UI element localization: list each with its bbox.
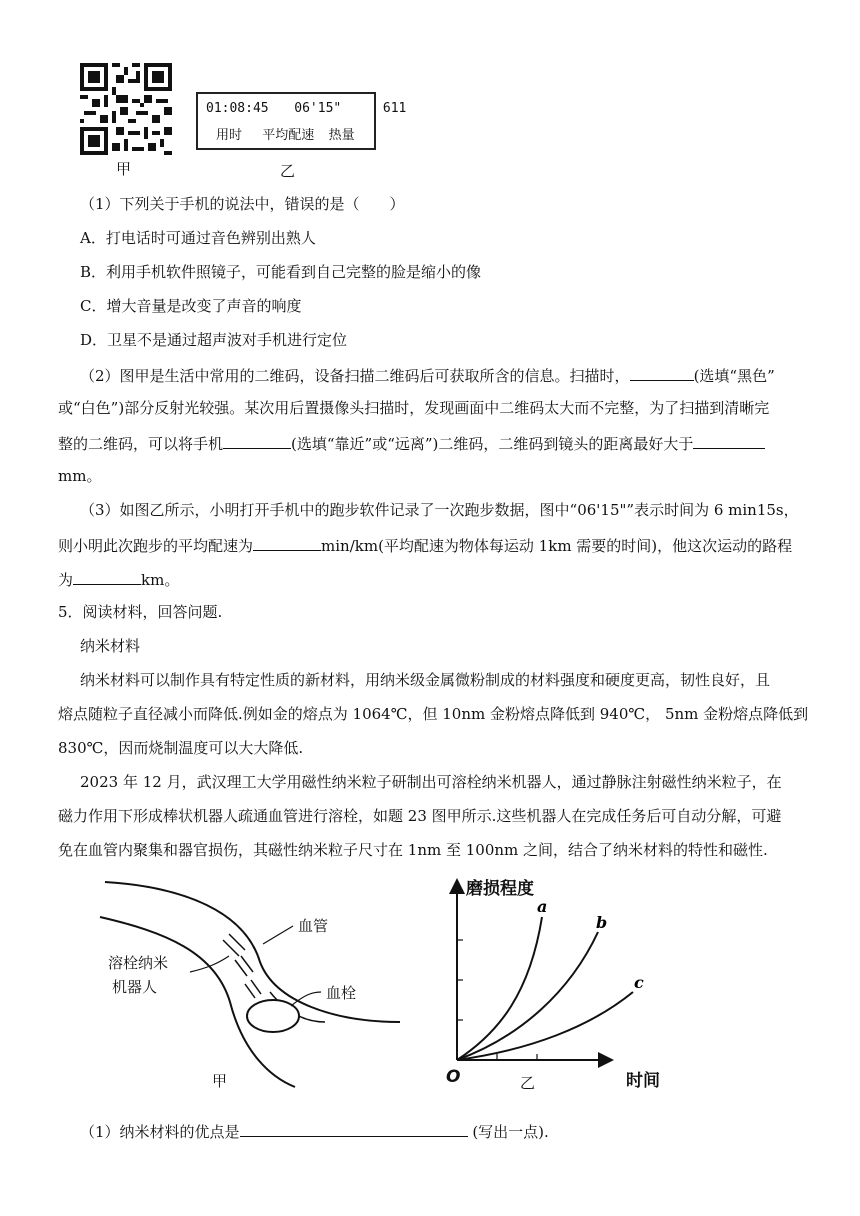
label-blood-vessel: 血管 — [298, 917, 329, 935]
robot-dash — [251, 980, 261, 994]
stat-time-value: 01:08:45 — [206, 101, 269, 116]
q5-para2-line3: 免在血管内聚集和器官损伤，其磁性纳米粒子尺寸在 1nm 至 100nm 之间，结合了纳米材料的特性和磁性. — [58, 841, 768, 859]
q4-3-line-1: （3）如图乙所示，小明打开手机中的跑步软件记录了一次跑步数据，图中“06'15"”表示时间为 6 min15s， — [80, 501, 799, 519]
answer-blank[interactable] — [693, 432, 765, 449]
stat-calorie-label: 热量 — [328, 128, 355, 143]
robot-dash — [245, 984, 255, 998]
answer-blank[interactable] — [240, 1120, 468, 1137]
answer-blank[interactable] — [253, 534, 321, 551]
q4-2-line-1: （2）图甲是生活中常用的二维码，设备扫描二维码后可获取所含的信息。扫描时， (选填“黑色” — [80, 364, 775, 386]
qr-code-image — [80, 63, 172, 155]
diagram-caption: 甲 — [212, 1072, 228, 1090]
chart-caption: 乙 — [520, 1074, 536, 1092]
q5-para2-line1: 2023 年 12 月，武汉理工大学用磁性纳米粒子研制出可溶栓纳米机器人，通过静脉注射磁性纳米粒子，在 — [80, 773, 782, 791]
series-line-a — [457, 917, 542, 1060]
label-robot-line2: 机器人 — [112, 978, 158, 996]
q5-material-title: 纳米材料 — [80, 637, 141, 655]
q4-1-option-c: C．增大音量是改变了声音的响度 — [80, 297, 302, 315]
q5-para1-line2: 熔点随粒子直径减小而降低.例如金的熔点为 1064℃，但 10nm 金粉熔点降低到 940℃， 5nm 金粉熔点降低到 — [58, 705, 809, 723]
q5-header: 5．阅读材料，回答问题. — [58, 603, 223, 621]
series-label-a: a — [537, 897, 548, 916]
leader-robot — [190, 956, 229, 972]
leader-vessel — [263, 926, 293, 944]
q5-1-question: （1）纳米材料的优点是 (写出一点). — [80, 1120, 549, 1142]
running-stats-panel — [196, 92, 407, 150]
label-robot-line1: 溶栓纳米 — [108, 954, 169, 972]
q4-2-line-3: 整的二维码，可以将手机 (选填“靠近”或“远离”)二维码，二维码到镜头的距离最好大于 — [58, 432, 765, 454]
label-blood-clot: 血栓 — [326, 984, 357, 1002]
q4-1-option-d: D．卫星不是通过超声波对手机进行定位 — [80, 331, 348, 349]
wear-chart — [440, 872, 670, 1094]
answer-blank[interactable] — [73, 568, 141, 585]
answer-blank[interactable] — [223, 432, 291, 449]
q4-3-line-3: 为 km。 — [58, 568, 179, 590]
blood-clot — [247, 1000, 299, 1032]
stat-pace-label: 平均配速 — [262, 128, 315, 143]
q4-3-line-2: 则小明此次跑步的平均配速为 min/km(平均配速为物体每运动 1km 需要的时间)，他这次运动的路程 — [58, 534, 792, 556]
q5-para2-line2: 磁力作用下形成棒状机器人疏通血管进行溶栓，如题 23 图甲所示.这些机器人在完成任务后可自动分解，可避 — [58, 807, 782, 825]
x-axis-label: 时间 — [626, 1071, 660, 1091]
stats-caption: 乙 — [280, 162, 296, 180]
origin-label: O — [446, 1067, 461, 1087]
stat-time-label: 用时 — [216, 128, 243, 143]
qr-caption: 甲 — [116, 160, 132, 178]
q4-2-line-4: mm。 — [58, 467, 102, 485]
q4-1-option-b: B．利用手机软件照镜子，可能看到自己完整的脸是缩小的像 — [80, 263, 482, 281]
series-line-b — [457, 932, 598, 1060]
stat-calorie-value: 611 — [382, 101, 407, 116]
q4-1-option-a: A．打电话时可通过音色辨别出熟人 — [80, 229, 316, 247]
q4-1-stem: （1）下列关于手机的说法中，错误的是（ ） — [80, 195, 405, 213]
q5-para1-line3: 830℃，因而烧制温度可以大大降低. — [58, 739, 304, 757]
y-axis-label: 磨损程度 — [466, 879, 534, 899]
stat-pace-value: 06'15" — [294, 101, 342, 116]
q5-para1-line1: 纳米材料可以制作具有特定性质的新材料，用纳米级金属微粉制成的材料强度和硬度更高，韧性良好，且 — [80, 671, 771, 689]
q4-2-line-2: 或“白色”)部分反射光较强。某次用后置摄像头扫描时，发现画面中二维码太大而不完整，为了扫描到清晰完 — [58, 399, 770, 417]
series-label-b: b — [596, 913, 608, 932]
series-label-c: c — [634, 973, 644, 992]
answer-blank[interactable] — [630, 364, 694, 381]
